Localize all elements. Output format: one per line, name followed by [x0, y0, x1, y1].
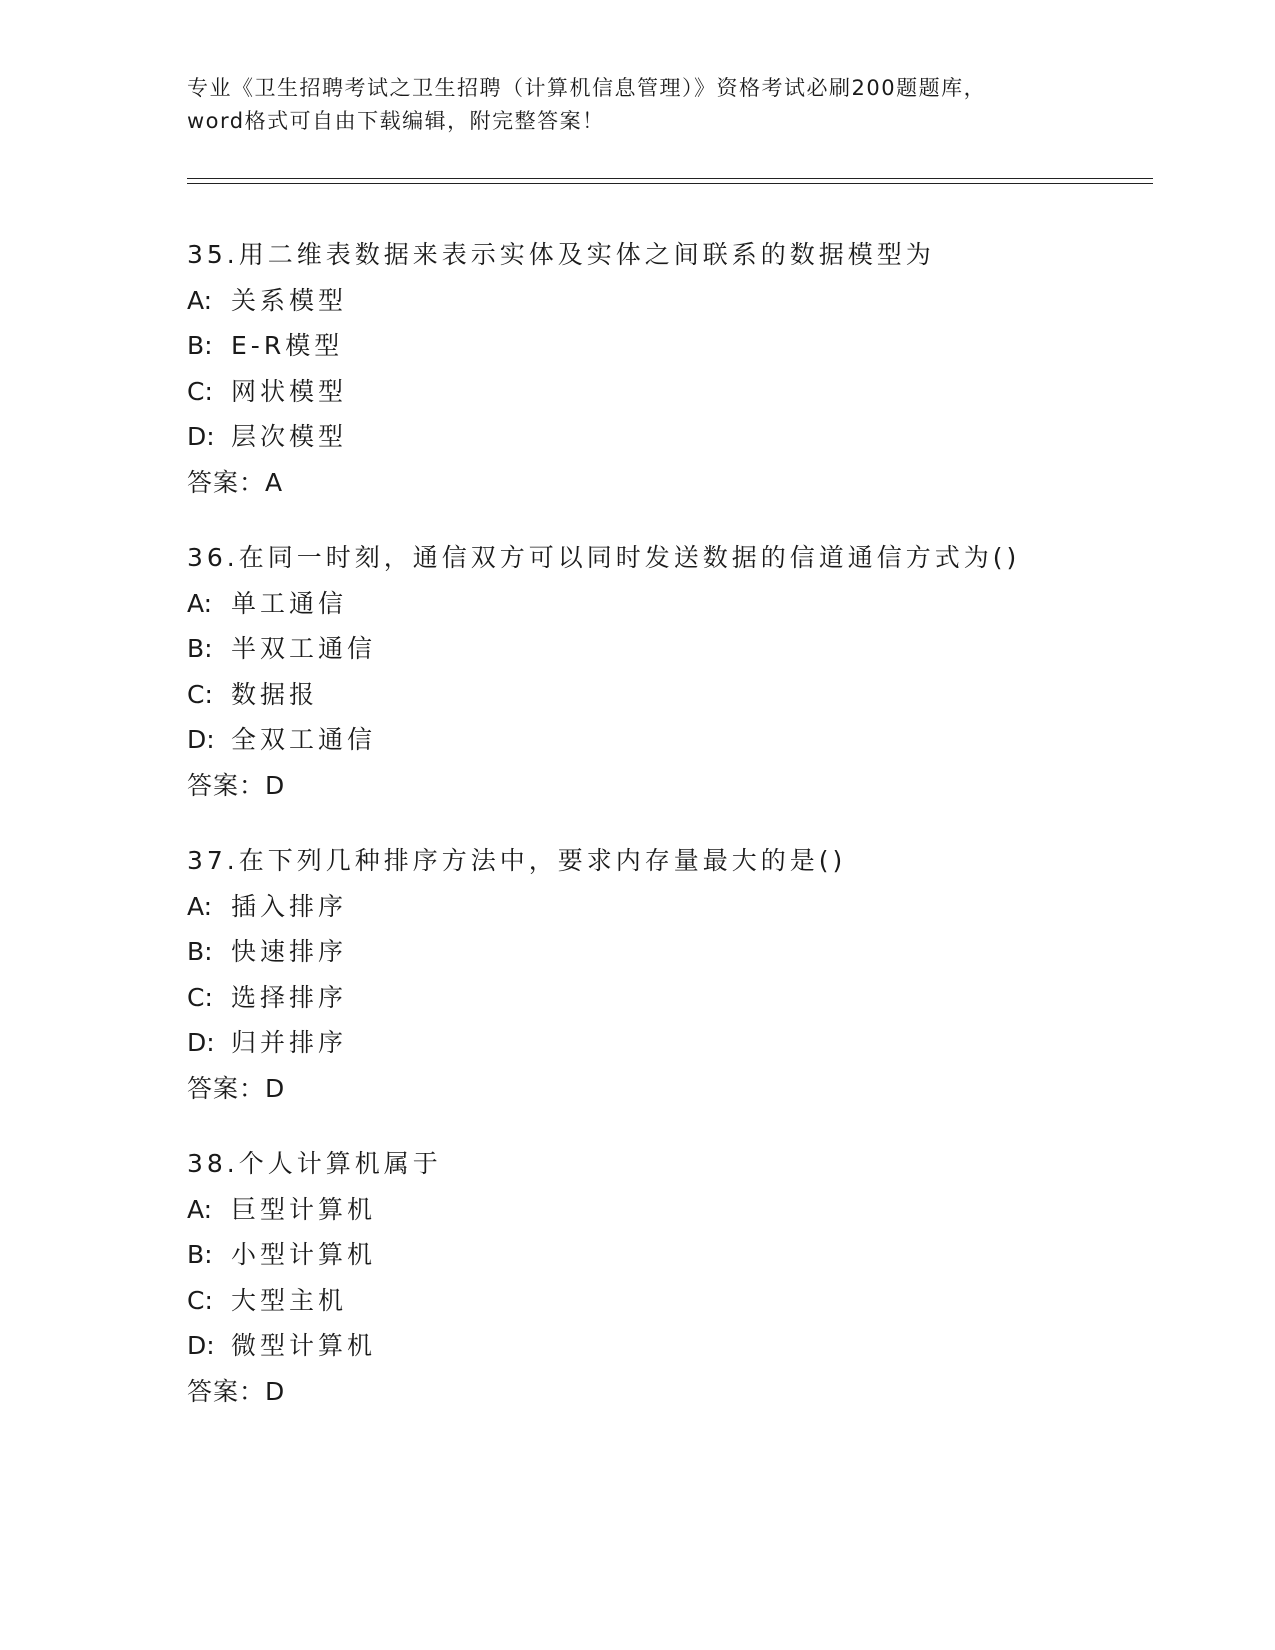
- option-d: [187, 1020, 1147, 1066]
- option-text: 半双工通信: [231, 634, 377, 663]
- option-letter: D:: [187, 1028, 215, 1057]
- option-text: E-R模型: [231, 331, 344, 360]
- option-letter: A:: [187, 1194, 213, 1224]
- question-stem: 38.个人计算机属于: [187, 1149, 442, 1178]
- option-text: 单工通信: [231, 588, 348, 618]
- question-36: [187, 535, 1147, 808]
- question-stem: 36.在同一时刻，通信双方可以同时发送数据的信道通信方式为(): [187, 543, 1021, 572]
- option-letter: D:: [187, 725, 215, 754]
- option-c: [187, 975, 1147, 1021]
- option-text: 层次模型: [231, 422, 348, 451]
- option-letter: C:: [187, 376, 213, 406]
- answer-line: 答案：D: [187, 1073, 286, 1103]
- header-line-1: 专业《卫生招聘考试之卫生招聘（计算机信息管理）》资格考试必刷200题题库，: [187, 76, 987, 100]
- question-list: [187, 232, 1147, 1444]
- option-text: 全双工通信: [231, 725, 377, 754]
- option-letter: A:: [187, 285, 213, 315]
- option-b: [187, 626, 1147, 672]
- option-text: 大型主机: [231, 1285, 348, 1315]
- option-a: [187, 1187, 1147, 1233]
- option-text: 插入排序: [231, 891, 348, 921]
- option-text: 网状模型: [231, 376, 348, 406]
- option-c: [187, 672, 1147, 718]
- option-letter: D:: [187, 422, 215, 451]
- option-a: [187, 581, 1147, 627]
- document-header: [187, 72, 1087, 138]
- option-b: [187, 929, 1147, 975]
- option-letter: C:: [187, 679, 213, 709]
- question-stem: 37.在下列几种排序方法中，要求内存量最大的是(): [187, 846, 847, 875]
- option-text: 归并排序: [231, 1028, 348, 1057]
- option-a: [187, 278, 1147, 324]
- option-d: [187, 414, 1147, 460]
- option-a: [187, 884, 1147, 930]
- option-b: [187, 323, 1147, 369]
- option-letter: B:: [187, 1240, 213, 1269]
- option-b: [187, 1232, 1147, 1278]
- question-38: [187, 1141, 1147, 1414]
- answer-line: 答案：D: [187, 770, 286, 800]
- header-divider-bottom: [187, 183, 1153, 184]
- question-35: [187, 232, 1147, 505]
- option-letter: B:: [187, 634, 213, 663]
- question-stem: 35.用二维表数据来表示实体及实体之间联系的数据模型为: [187, 240, 935, 269]
- option-letter: C:: [187, 982, 213, 1012]
- option-d: [187, 717, 1147, 763]
- option-letter: A:: [187, 891, 213, 921]
- option-text: 微型计算机: [231, 1331, 377, 1360]
- option-letter: B:: [187, 331, 213, 360]
- option-letter: B:: [187, 937, 213, 966]
- option-text: 数据报: [231, 679, 319, 709]
- option-letter: C:: [187, 1285, 213, 1315]
- option-letter: D:: [187, 1331, 215, 1360]
- answer-line: 答案：A: [187, 467, 284, 497]
- header-divider-top: [187, 178, 1153, 179]
- option-text: 快速排序: [231, 937, 348, 966]
- question-37: [187, 838, 1147, 1111]
- option-text: 选择排序: [231, 982, 348, 1012]
- option-d: [187, 1323, 1147, 1369]
- answer-line: 答案：D: [187, 1376, 286, 1406]
- header-line-2: word格式可自由下载编辑，附完整答案！: [187, 109, 605, 133]
- option-letter: A:: [187, 588, 213, 618]
- option-c: [187, 1278, 1147, 1324]
- option-c: [187, 369, 1147, 415]
- option-text: 巨型计算机: [231, 1194, 377, 1224]
- option-text: 关系模型: [231, 285, 348, 315]
- option-text: 小型计算机: [231, 1240, 377, 1269]
